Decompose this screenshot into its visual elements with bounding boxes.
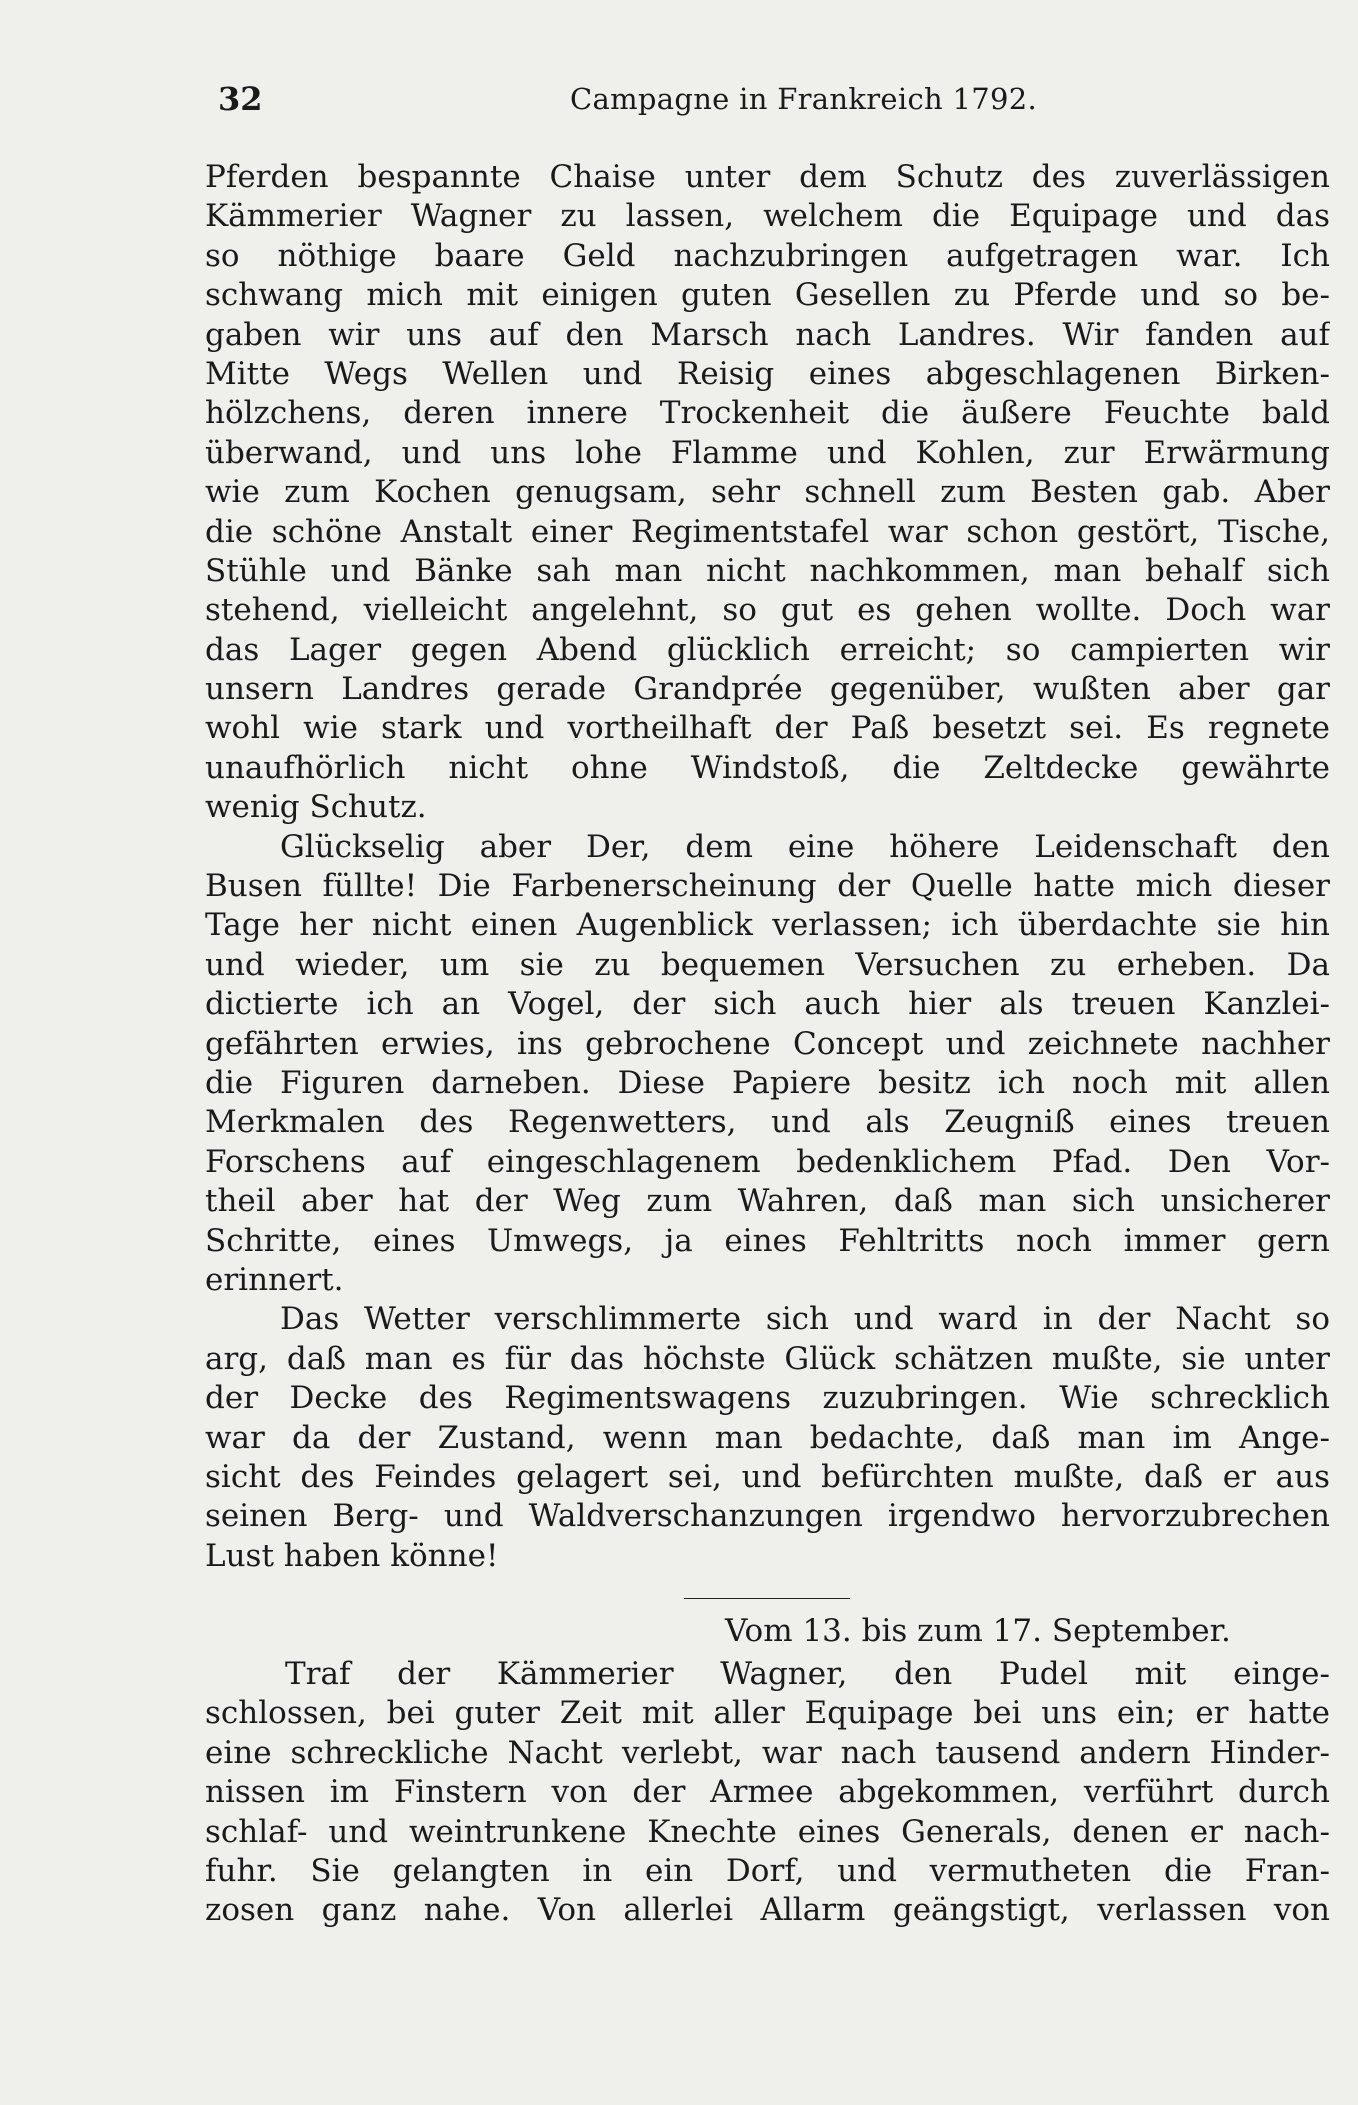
paragraph-3 xyxy=(205,1300,1330,1576)
text-line: schlossen, bei guter Zeit mit aller Equipage bei uns ein; er hatte xyxy=(205,1695,1330,1732)
paragraph-2 xyxy=(205,828,1330,1301)
running-head: Campagne in Frankreich 1792. xyxy=(570,82,1038,116)
text-line: nissen im Finstern von der Armee abgekommen, verführt durch xyxy=(205,1774,1330,1811)
text-line: Pferden bespannte Chaise unter dem Schutz des zuverlässigen xyxy=(205,159,1330,195)
text-line: der Decke des Regimentswagens zuzubringen. Wie schrecklich xyxy=(205,1380,1330,1417)
text-line: Traf der Kämmerier Wagner, den Pudel mit einge- xyxy=(285,1656,1330,1693)
section-divider xyxy=(684,1598,850,1599)
text-line: Stühle und Bänke sah man nicht nachkommen, man behalf sich xyxy=(205,552,1330,589)
text-line: das Lager gegen Abend glücklich erreicht; so campierten wir xyxy=(205,631,1330,668)
text-line: Mitte Wegs Wellen und Reisig eines abgeschlagenen Birken- xyxy=(205,355,1330,392)
text-line: wohl wie stark und vortheilhaft der Paß besetzt sei. Es regnete xyxy=(205,710,1330,747)
text-line: fuhr. Sie gelangten in ein Dorf, und vermutheten die Fran- xyxy=(205,1853,1330,1890)
text-line: schlaf- und weintrunkene Knechte eines Generals, denen er nach- xyxy=(205,1813,1330,1850)
text-line: die schöne Anstalt einer Regimentstafel war schon gestört, Tische, xyxy=(205,513,1330,550)
page-number: 32 xyxy=(218,80,263,118)
text-line: arg, daß man es für das höchste Glück schätzen mußte, sie unter xyxy=(205,1340,1330,1377)
text-line: hölzchens, deren innere Trockenheit die äußere Feuchte bald xyxy=(205,395,1330,432)
text-line: zosen ganz nahe. Von allerlei Allarm geängstigt, verlassen von xyxy=(205,1892,1330,1929)
text-line: Merkmalen des Regenwetters, und als Zeugniß eines treuen xyxy=(205,1104,1330,1141)
text-line: Glückselig aber Der, dem eine höhere Leidenschaft den xyxy=(280,828,1330,865)
paragraph-1 xyxy=(205,158,1330,828)
text-line: gefährten erwies, ins gebrochene Concept und zeichnete nachher xyxy=(205,1025,1330,1062)
section-heading: Vom 13. bis zum 17. September. xyxy=(725,1613,1231,1650)
text-line: erinnert. xyxy=(205,1261,344,1298)
text-line: war da der Zustand, wenn man bedachte, daß man im Ange- xyxy=(205,1419,1330,1456)
text-line: Forschens auf eingeschlagenem bedenklichem Pfad. Den Vor- xyxy=(205,1143,1330,1180)
text-line: und wieder, um sie zu bequemen Versuchen zu erheben. Da xyxy=(205,946,1330,983)
text-line: theil aber hat der Weg zum Wahren, daß man sich unsicherer xyxy=(205,1183,1330,1220)
text-line: Lust haben könne! xyxy=(205,1537,499,1574)
paragraph-4 xyxy=(205,1655,1330,1931)
text-line: überwand, und uns lohe Flamme und Kohlen, zur Erwärmung xyxy=(205,434,1330,471)
page-header xyxy=(218,76,1333,122)
text-line: seinen Berg- und Waldverschanzungen irgendwo hervorzubrechen xyxy=(205,1498,1330,1535)
text-line: wie zum Kochen genugsam, sehr schnell zum Besten gab. Aber xyxy=(205,474,1330,511)
text-line: schwang mich mit einigen guten Gesellen zu Pferde und so be- xyxy=(205,277,1330,314)
text-line: dictierte ich an Vogel, der sich auch hier als treuen Kanzlei- xyxy=(205,986,1330,1023)
text-line: stehend, vielleicht angelehnt, so gut es gehen wollte. Doch war xyxy=(205,592,1330,629)
text-line: gaben wir uns auf den Marsch nach Landres. Wir fanden auf xyxy=(205,316,1330,353)
text-line: unaufhörlich nicht ohne Windstoß, die Zeltdecke gewährte xyxy=(205,749,1330,786)
text-line: die Figuren darneben. Diese Papiere besitz ich noch mit allen xyxy=(205,1064,1330,1101)
text-line: sicht des Feindes gelagert sei, und befürchten mußte, daß er aus xyxy=(205,1458,1330,1495)
text-line: eine schreckliche Nacht verlebt, war nach tausend andern Hinder- xyxy=(205,1734,1330,1771)
text-line: so nöthige baare Geld nachzubringen aufgetragen war. Ich xyxy=(205,237,1330,274)
text-line: unsern Landres gerade Grandprée gegenüber, wußten aber gar xyxy=(205,671,1330,708)
text-line: wenig Schutz. xyxy=(205,789,427,826)
text-block xyxy=(205,158,1330,1931)
text-line: Schritte, eines Umwegs, ja eines Fehltritts noch immer gern xyxy=(205,1222,1330,1259)
text-line: Das Wetter verschlimmerte sich und ward in der Nacht so xyxy=(280,1301,1330,1338)
text-line: Busen füllte! Die Farbenerscheinung der Quelle hatte mich dieser xyxy=(205,868,1330,905)
text-line: Kämmerier Wagner zu lassen, welchem die Equipage und das xyxy=(205,198,1330,235)
text-line: Tage her nicht einen Augenblick verlassen; ich überdachte sie hin xyxy=(205,907,1330,944)
